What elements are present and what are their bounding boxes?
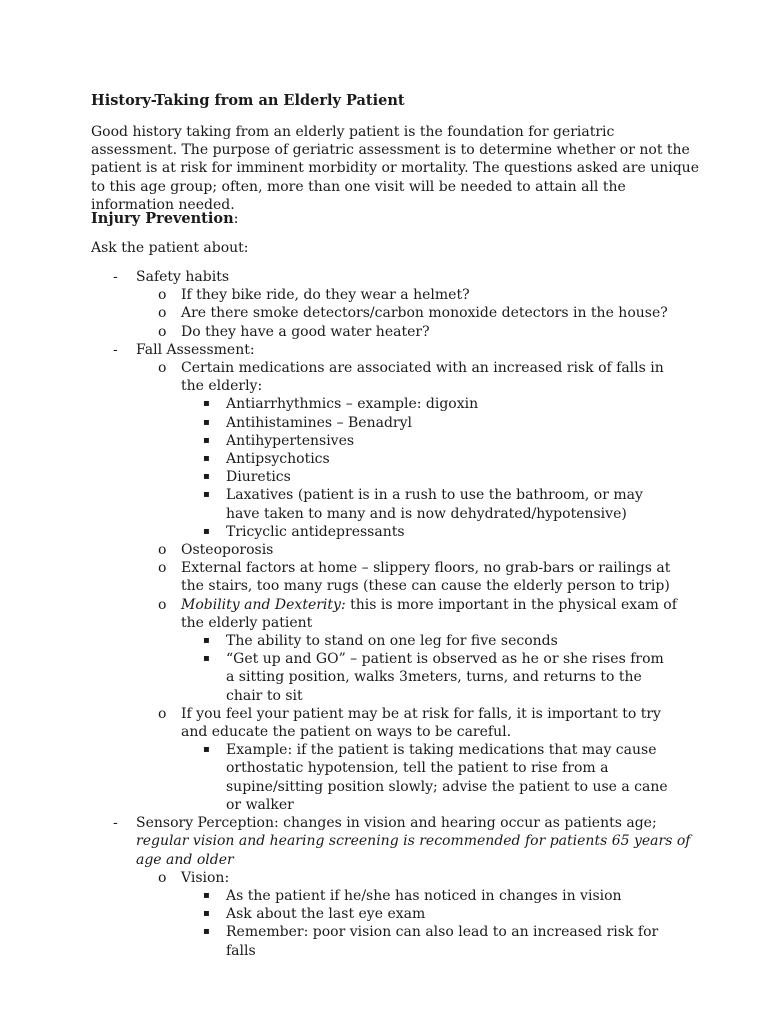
list-item-text: Example: if the patient is taking medications that may cause orthostatic hypotension, tell the patient to rise from a supine/sitting position slowly; advise the patient to use a cane or walker: [226, 742, 668, 813]
list-item: [0, 596, 768, 632]
list-item-text: Do they have a good water heater?: [181, 323, 430, 340]
circle-bullet: o: [158, 705, 167, 722]
list-item: [0, 432, 768, 450]
list-item: [0, 468, 768, 486]
list-item: [0, 905, 768, 923]
list-item: [0, 541, 768, 559]
list-item-text: Tricyclic antidepressants: [226, 523, 405, 540]
list-item-text: Antiarrhythmics – example: digoxin: [226, 396, 479, 413]
list-item-text: Osteoporosis: [181, 542, 274, 559]
list-item: [0, 705, 768, 741]
list-item: [0, 486, 768, 522]
square-bullet: ▪: [203, 471, 210, 483]
square-bullet: ▪: [203, 398, 210, 410]
circle-bullet: o: [158, 869, 167, 886]
list-item: [0, 304, 768, 322]
list-item-tail: regular vision and hearing screening is recommended for patients 65 years of age and older: [136, 833, 691, 868]
list-item: [0, 359, 768, 395]
list-item: [0, 741, 768, 814]
list-item-text: If they bike ride, do they wear a helmet?: [181, 287, 470, 304]
circle-bullet: o: [158, 596, 167, 613]
list-item: [0, 887, 768, 905]
dash-bullet: -: [113, 341, 118, 358]
intro-paragraph: Good history taking from an elderly patient is the foundation for geriatric assessment. The purpose of geriatric assessment is to determine whether or not the patient is at risk for imminent morbidity or mortality. The questions asked are unique to this age group; often, more than one visit will be needed to attain all the information needed.: [91, 124, 699, 213]
list-item: [0, 268, 768, 286]
list-item: [0, 286, 768, 304]
list-item-text: [181, 596, 681, 632]
page-title: History-Taking from an Elderly Patient: [91, 92, 405, 109]
list-item: [0, 869, 768, 887]
section-heading: [91, 210, 239, 228]
dash-bullet: -: [113, 815, 118, 832]
list-item-text: Vision:: [181, 869, 230, 886]
square-bullet: ▪: [203, 453, 210, 465]
list-item-text: If you feel your patient may be at risk for falls, it is important to try and educate the patient on ways to be careful.: [181, 705, 661, 741]
section-heading-text: Injury Prevention: [91, 210, 234, 227]
square-bullet: ▪: [203, 653, 210, 665]
list-item-text: Laxatives (patient is in a rush to use the bathroom, or may have taken to many and is now dehydrated/hypotensive): [226, 487, 643, 522]
list-item-text: Ask about the last eye exam: [226, 906, 426, 923]
square-bullet: ▪: [203, 525, 210, 537]
list-item-text: Remember: poor vision can also lead to an increased risk for falls: [226, 924, 659, 959]
square-bullet: ▪: [203, 489, 210, 501]
list-item-text: External factors at home – slippery floors, no grab-bars or railings at the stairs, too many rugs (these can cause the elderly person to trip): [181, 560, 671, 595]
circle-bullet: o: [158, 542, 167, 559]
list-item: [0, 814, 768, 869]
circle-bullet: o: [158, 305, 167, 322]
square-bullet: ▪: [203, 635, 210, 647]
list-item-lead: Mobility and Dexterity:: [181, 596, 346, 613]
list-item: [0, 650, 768, 705]
section-heading-colon: :: [233, 211, 239, 227]
square-bullet: ▪: [203, 434, 210, 446]
list-item-text: Fall Assessment:: [136, 341, 255, 358]
list-item-text: Antihistamines – Benadryl: [226, 414, 412, 431]
list-item-text: Certain medications are associated with an increased risk of falls in the elderly:: [181, 360, 664, 395]
list-item-rest: this is more important in the physical exam of the elderly patient: [181, 596, 677, 631]
circle-bullet: o: [158, 287, 167, 304]
list-item-text: Diuretics: [226, 469, 291, 486]
list-item: [0, 414, 768, 432]
square-bullet: ▪: [203, 926, 210, 938]
list-item: [0, 395, 768, 413]
list-item: [0, 923, 768, 959]
list-item: [0, 341, 768, 359]
list-item-text: As the patient if he/she has noticed in changes in vision: [226, 887, 622, 904]
bullet-list: [0, 268, 768, 960]
list-item: [0, 559, 768, 595]
ask-line: Ask the patient about:: [91, 240, 249, 256]
list-item: [0, 523, 768, 541]
square-bullet: ▪: [203, 744, 210, 756]
list-item-text: The ability to stand on one leg for five seconds: [226, 633, 558, 650]
list-item-text: “Get up and GO” – patient is observed as he or she rises from a sitting position, walks 3meters, turns, and returns to the chair to sit: [226, 651, 664, 704]
square-bullet: ▪: [203, 908, 210, 920]
list-item-rest: Sensory Perception: changes in vision and hearing occur as patients age;: [136, 815, 657, 832]
list-item: [0, 323, 768, 341]
circle-bullet: o: [158, 560, 167, 577]
dash-bullet: -: [113, 269, 118, 285]
list-item: [0, 632, 768, 650]
list-item-text: Are there smoke detectors/carbon monoxide detectors in the house?: [181, 305, 668, 322]
list-item-text: Antipsychotics: [226, 451, 330, 468]
circle-bullet: o: [158, 323, 167, 340]
list-item-text: [136, 814, 696, 869]
list-item-text: Antihypertensives: [226, 432, 355, 449]
circle-bullet: o: [158, 360, 167, 377]
square-bullet: ▪: [203, 889, 210, 901]
list-item-text: Safety habits: [136, 269, 230, 285]
square-bullet: ▪: [203, 416, 210, 428]
list-item: [0, 450, 768, 468]
